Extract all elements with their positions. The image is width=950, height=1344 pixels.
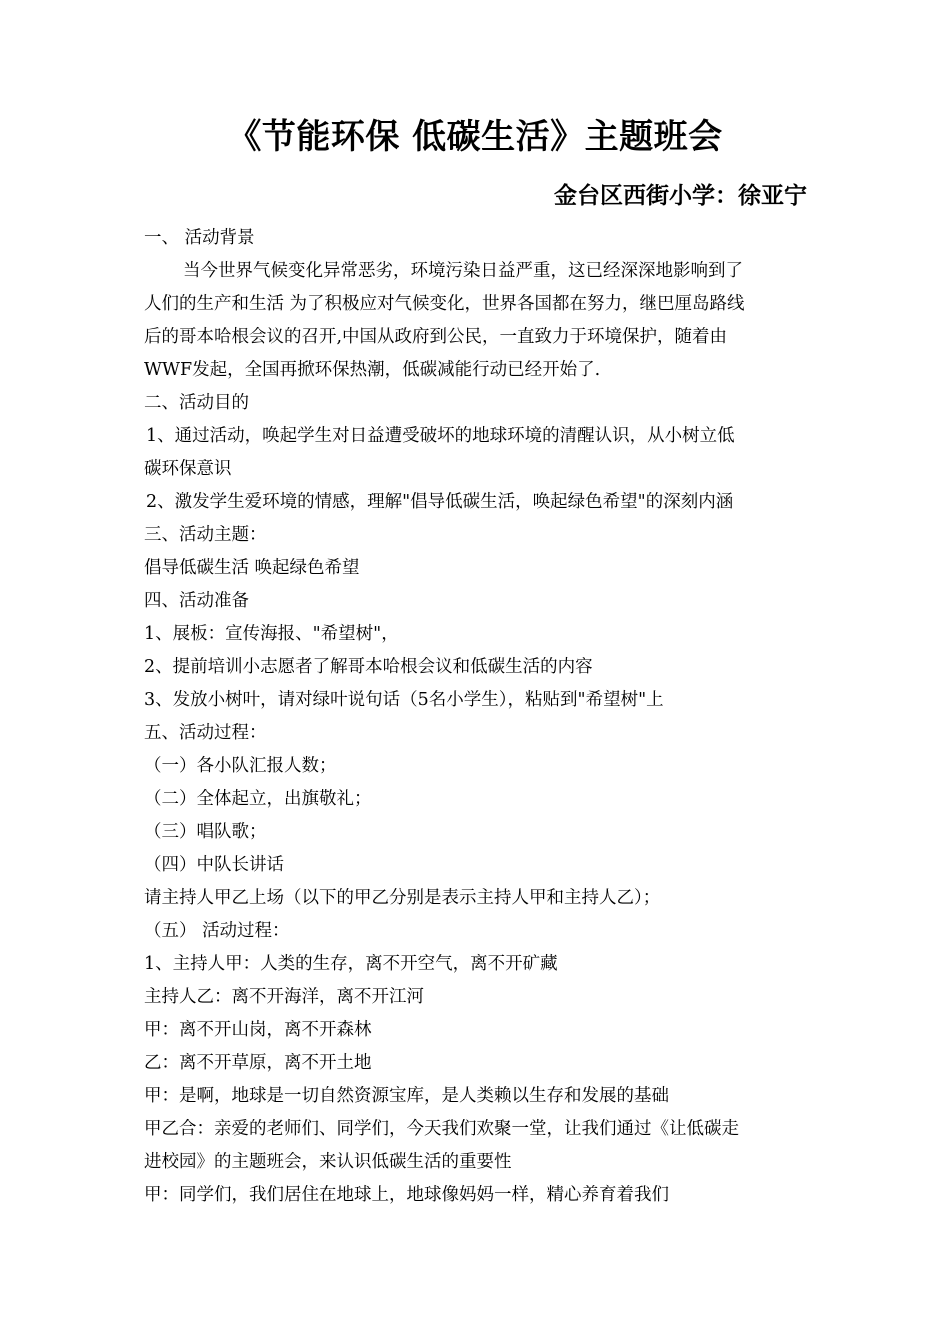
dialogue-line: 乙：离不开草原，离不开土地 (144, 1053, 372, 1073)
list-item: 2、激发学生爱环境的情感，理解"倡导低碳生活，唤起绿色希望"的深刻内涵 (146, 492, 734, 512)
list-item: 2、提前培训小志愿者了解哥本哈根会议和低碳生活的内容 (144, 657, 593, 677)
section-heading-background: 一、 活动背景 (144, 228, 255, 248)
section-heading-purpose: 二、活动目的 (144, 393, 249, 413)
dialogue-line: 甲：离不开山岗，离不开森林 (144, 1020, 372, 1040)
dialogue-line: 甲：是啊，地球是一切自然资源宝库，是人类赖以生存和发展的基础 (144, 1086, 669, 1106)
paragraph-line: 请主持人甲乙上场（以下的甲乙分别是表示主持人甲和主持人乙）； (144, 888, 661, 908)
list-item: 3、发放小树叶，请对绿叶说句话（5名小学生），粘贴到"希望树"上 (144, 690, 664, 710)
dialogue-line: 进校园》的主题班会，来认识低碳生活的重要性 (144, 1152, 512, 1172)
dialogue-line: 主持人乙：离不开海洋，离不开江河 (144, 987, 424, 1007)
paragraph-line: 当今世界气候变化异常恶劣，环境污染日益严重，这已经深深地影响到了 (183, 261, 743, 281)
paragraph-line: 碳环保意识 (144, 459, 232, 479)
section-heading-theme: 三、活动主题： (144, 525, 267, 545)
author-line: 金台区西街小学：徐亚宁 (554, 183, 807, 209)
paragraph-line: WWF发起，全国再掀环保热潮，低碳减能行动已经开始了. (144, 360, 601, 380)
section-heading-preparation: 四、活动准备 (144, 591, 249, 611)
list-item: （二）全体起立，出旗敬礼； (144, 789, 372, 809)
list-item: 1、展板：宣传海报、"希望树"， (144, 624, 399, 644)
list-item: 1、通过活动，唤起学生对日益遭受破坏的地球环境的清醒认识，从小树立低 (146, 426, 735, 446)
list-item: （三）唱队歌； (144, 822, 267, 842)
section-heading-process: 五、活动过程： (144, 723, 267, 743)
paragraph-line: 后的哥本哈根会议的召开,中国从政府到公民，一直致力于环境保护，随着由 (144, 327, 728, 347)
document-title: 《节能环保 低碳生活》主题班会 (227, 117, 723, 157)
list-item: （四）中队长讲话 (144, 855, 284, 875)
dialogue-line: 甲乙合：亲爱的老师们、同学们，今天我们欢聚一堂，让我们通过《让低碳走 (144, 1119, 739, 1139)
list-item: （五） 活动过程： (144, 921, 290, 941)
dialogue-line: 1、主持人甲：人类的生存，离不开空气，离不开矿藏 (144, 954, 558, 974)
dialogue-line: 甲：同学们，我们居住在地球上，地球像妈妈一样，精心养育着我们 (144, 1185, 669, 1205)
list-item: （一）各小队汇报人数； (144, 756, 337, 776)
paragraph-line: 人们的生产和生活 为了积极应对气候变化，世界各国都在努力，继巴厘岛路线 (144, 294, 745, 314)
paragraph-line: 倡导低碳生活 唤起绿色希望 (144, 558, 360, 578)
